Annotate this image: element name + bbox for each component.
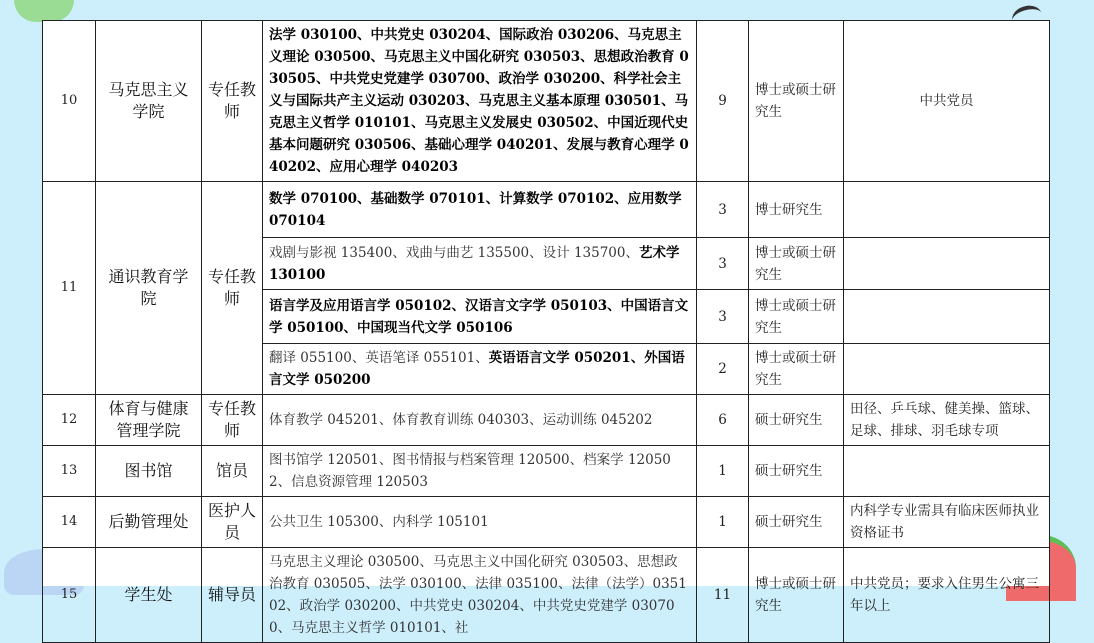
leaf-decoration bbox=[14, 0, 74, 22]
major-cell bbox=[263, 446, 697, 497]
major-text-bold: 数学 070100、基础数学 070101、计算数学 070102、应用数学 070104 bbox=[269, 190, 682, 229]
requirement-cell: 内科学专业需具有临床医师执业资格证书 bbox=[844, 497, 1050, 548]
major-text-bold: 法学 030100、中共党史 030204、国际政治 030206、马克思主义理论 030500、马克思主义中国化研究 030503、思想政治教育 030505、中共党史党建学 030700、政治学 030200、科学社会主义与国际共产主义运动 030203、马克思主义基本原理 030501、马克思主义哲学 010101、马克思主义发展史 030502、中国近现代史基本问题研究 030506、基础心理学 040201、发展与教育心理学 040202、应用心理学 040203 bbox=[269, 27, 689, 175]
headcount-cell: 3 bbox=[697, 238, 749, 290]
post-cell: 医护人员 bbox=[202, 497, 263, 548]
education-cell: 硕士研究生 bbox=[749, 395, 844, 446]
row-number-cell: 15 bbox=[43, 548, 96, 643]
table-row bbox=[43, 395, 1050, 446]
headcount-cell: 1 bbox=[697, 497, 749, 548]
major-text-plain: 图书馆学 120501、图书情报与档案管理 120500、档案学 120502、信息资源管理 120503 bbox=[269, 452, 671, 490]
row-number-cell: 11 bbox=[43, 182, 96, 395]
major-cell bbox=[263, 395, 697, 446]
major-text-bold: 艺术学 130100 bbox=[269, 244, 680, 283]
major-cell bbox=[263, 497, 697, 548]
headcount-cell: 9 bbox=[697, 21, 749, 182]
post-cell: 专任教师 bbox=[202, 21, 263, 182]
recruitment-table-sheet bbox=[42, 20, 1049, 636]
major-text-plain: 翻译 055100、英语笔译 055101、 bbox=[269, 350, 489, 366]
table-row bbox=[43, 548, 1050, 643]
education-cell: 硕士研究生 bbox=[749, 497, 844, 548]
headcount-cell: 3 bbox=[697, 290, 749, 344]
requirement-cell bbox=[844, 290, 1050, 344]
requirement-cell bbox=[844, 238, 1050, 290]
post-cell: 专任教师 bbox=[202, 182, 263, 395]
recruitment-table bbox=[42, 20, 1050, 643]
table-row bbox=[43, 497, 1050, 548]
requirement-cell bbox=[844, 446, 1050, 497]
table-row bbox=[43, 182, 1050, 238]
unit-cell: 通识教育学院 bbox=[96, 182, 202, 395]
major-text-plain: 马克思主义理论 030500、马克思主义中国化研究 030503、思想政治教育 030505、法学 030100、法律 035100、法律（法学）035102、政治学 030200、中共党史 030204、中共党史党建学 030700、马克思主义哲学 010101、社 bbox=[269, 554, 687, 636]
unit-cell: 图书馆 bbox=[96, 446, 202, 497]
post-cell: 专任教师 bbox=[202, 395, 263, 446]
headcount-cell: 6 bbox=[697, 395, 749, 446]
table-row bbox=[43, 21, 1050, 182]
major-cell bbox=[263, 548, 697, 643]
requirement-cell bbox=[844, 344, 1050, 395]
requirement-cell bbox=[844, 182, 1050, 238]
major-cell bbox=[263, 290, 697, 344]
table-row bbox=[43, 446, 1050, 497]
major-cell bbox=[263, 21, 697, 182]
education-cell: 硕士研究生 bbox=[749, 446, 844, 497]
unit-cell: 体育与健康管理学院 bbox=[96, 395, 202, 446]
education-cell: 博士研究生 bbox=[749, 182, 844, 238]
post-cell: 辅导员 bbox=[202, 548, 263, 643]
headcount-cell: 11 bbox=[697, 548, 749, 643]
headcount-cell: 3 bbox=[697, 182, 749, 238]
major-text-plain: 公共卫生 105300、内科学 105101 bbox=[269, 514, 489, 530]
post-cell: 馆员 bbox=[202, 446, 263, 497]
requirement-cell: 中共党员 bbox=[844, 21, 1050, 182]
headcount-cell: 2 bbox=[697, 344, 749, 395]
requirement-cell: 田径、乒乓球、健美操、篮球、足球、排球、羽毛球专项 bbox=[844, 395, 1050, 446]
major-cell bbox=[263, 182, 697, 238]
major-text-plain: 戏剧与影视 135400、戏曲与曲艺 135500、设计 135700、 bbox=[269, 244, 639, 261]
unit-cell: 学生处 bbox=[96, 548, 202, 643]
major-cell bbox=[263, 344, 697, 395]
education-cell: 博士或硕士研究生 bbox=[749, 238, 844, 290]
major-text-bold: 英语语言文学 050201、外国语言文学 050200 bbox=[269, 350, 685, 388]
major-text-bold: 语言学及应用语言学 050102、汉语言文字学 050103、中国语言文学 050100、中国现当代文学 050106 bbox=[269, 297, 689, 336]
education-cell: 博士或硕士研究生 bbox=[749, 344, 844, 395]
row-number-cell: 14 bbox=[43, 497, 96, 548]
headcount-cell: 1 bbox=[697, 446, 749, 497]
education-cell: 博士或硕士研究生 bbox=[749, 21, 844, 182]
row-number-cell: 12 bbox=[43, 395, 96, 446]
requirement-cell: 中共党员；要求入住男生公寓三年以上 bbox=[844, 548, 1050, 643]
unit-cell: 后勤管理处 bbox=[96, 497, 202, 548]
major-text-plain: 体育教学 045201、体育教育训练 040303、运动训练 045202 bbox=[269, 412, 653, 428]
education-cell: 博士或硕士研究生 bbox=[749, 290, 844, 344]
education-cell: 博士或硕士研究生 bbox=[749, 548, 844, 643]
unit-cell: 马克思主义学院 bbox=[96, 21, 202, 182]
major-cell bbox=[263, 238, 697, 290]
table-body bbox=[43, 21, 1050, 643]
row-number-cell: 13 bbox=[43, 446, 96, 497]
row-number-cell: 10 bbox=[43, 21, 96, 182]
